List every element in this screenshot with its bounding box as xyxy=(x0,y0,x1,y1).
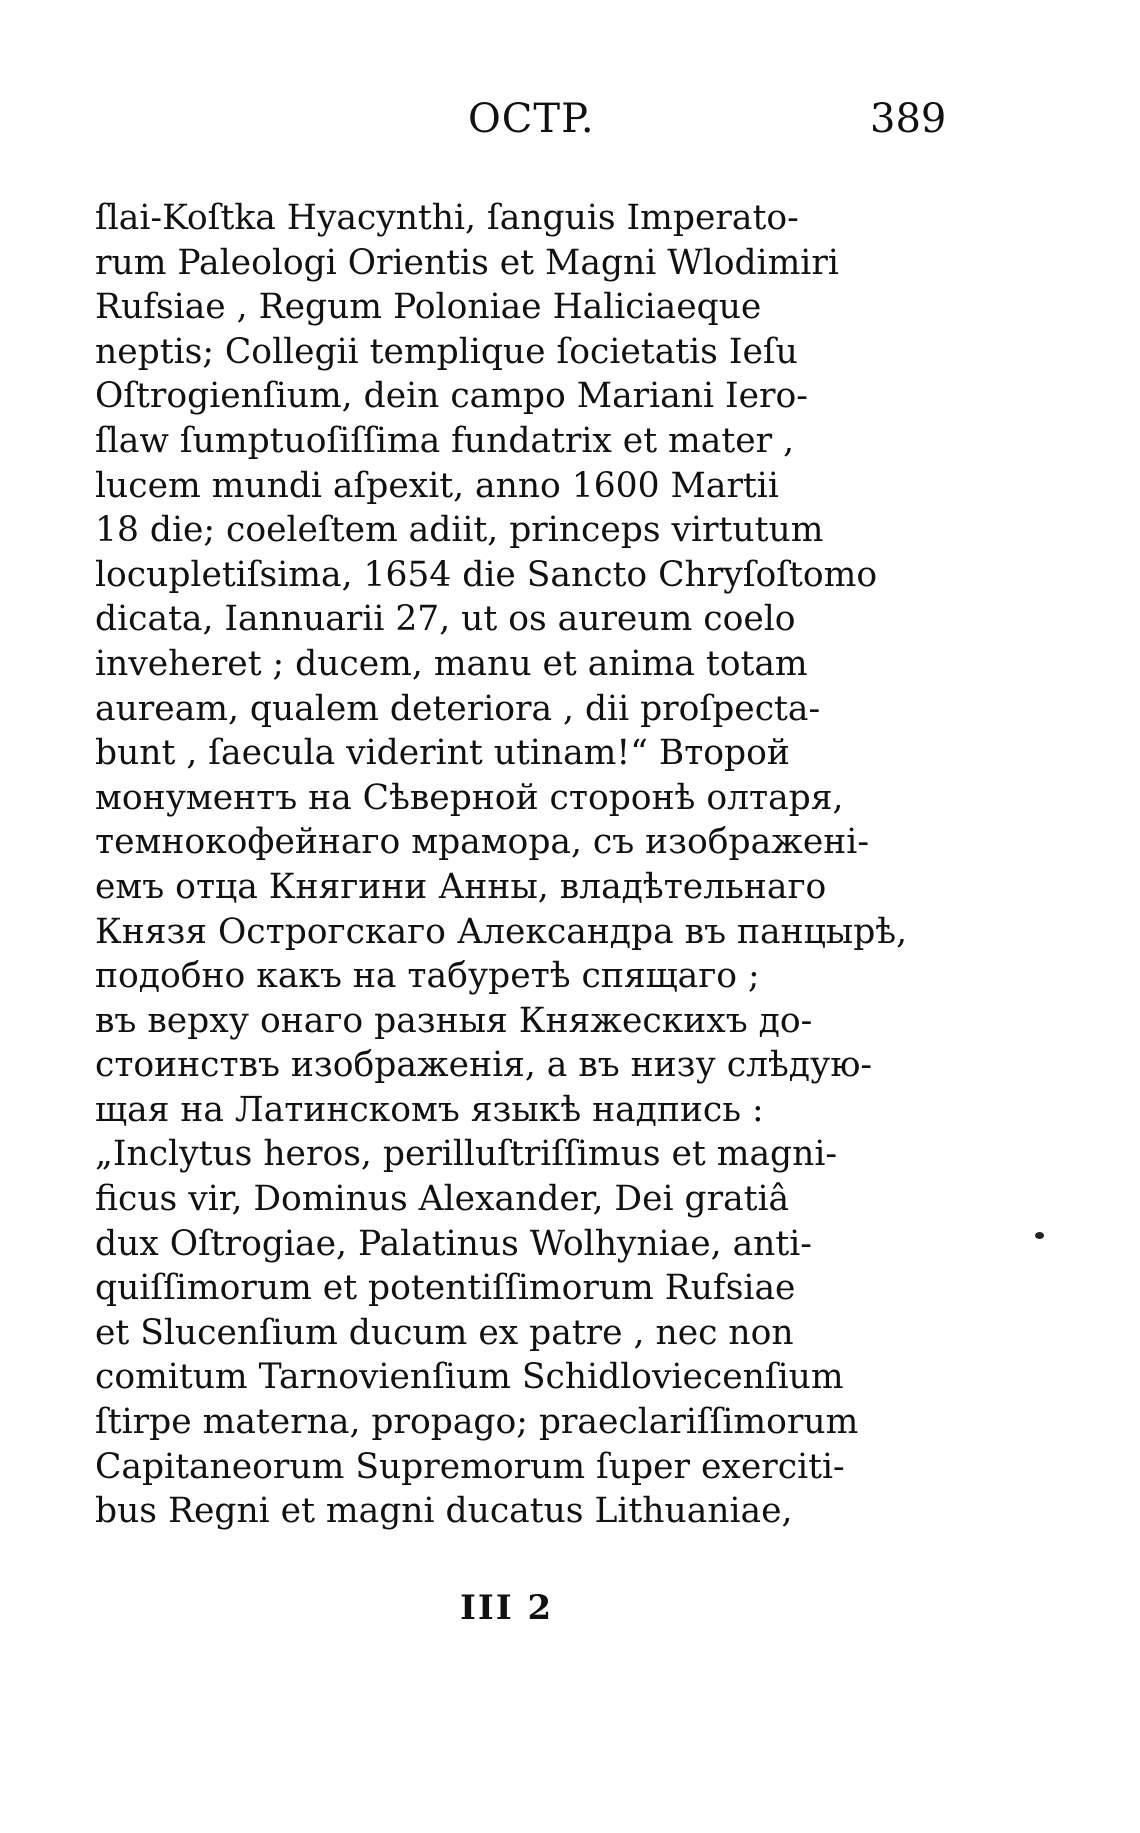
text-line: rum Paleologi Orientis et Magni Wlodimiri xyxy=(95,242,839,283)
text-line: темнокофейнаго мрамора, съ изображені- xyxy=(95,822,869,863)
text-line: Capitaneorum Supremorum ſuper exerciti- xyxy=(95,1446,845,1487)
text-line: Князя Острогскаго Александра въ панцырѣ, xyxy=(95,911,908,952)
body-text xyxy=(95,196,955,1534)
text-line: auream, qualem deteriora , dii proſpecta- xyxy=(95,688,821,729)
text-line: locupletiſsima, 1654 die Sancto Chryſoſtomo xyxy=(95,554,878,595)
text-line: et Slucenſium ducum ex patre , nec non xyxy=(95,1312,794,1353)
text-line: Rufsiae , Regum Poloniae Haliciaeque xyxy=(95,287,762,328)
text-line: dux Oſtrogiae, Palatinus Wolhyniae, anti- xyxy=(95,1223,812,1264)
running-head: OCTP. xyxy=(468,96,595,142)
text-line: comitum Tarnovienſium Schidloviecenſium xyxy=(95,1357,844,1398)
signature-mark: III 2 xyxy=(460,1588,554,1628)
text-line: щая на Латинскомъ языкѣ надпись : xyxy=(95,1089,764,1130)
text-line: Oſtrogienſium, dein campo Mariani Iero- xyxy=(95,376,808,417)
text-line: монументъ на Сѣверной сторонѣ олтаря, xyxy=(95,777,844,818)
text-line: bus Regni et magni ducatus Lithuaniae, xyxy=(95,1491,793,1532)
text-line: dicata, Iannuarii 27, ut os aureum coelo xyxy=(95,599,796,640)
text-line: quiſſimorum et potentiſſimorum Rufsiae xyxy=(95,1268,796,1309)
page-number: 389 xyxy=(870,96,947,142)
text-line: ficus vir, Dominus Alexander, Dei gratiâ xyxy=(95,1179,790,1220)
text-line: bunt , ſaecula viderint utinam!“ Второй xyxy=(95,733,790,774)
text-line: „Inclytus heros, perilluſtriſſimus et magni- xyxy=(95,1134,838,1175)
text-line: стоинствъ изображенія, а въ низу слѣдую- xyxy=(95,1045,873,1086)
ink-speck xyxy=(1035,1232,1044,1239)
text-line: емъ отца Княгини Анны, владѣтельнаго xyxy=(95,866,827,907)
text-line: ſlai-Koſtka Hyacynthi, ſanguis Imperato- xyxy=(95,198,799,238)
page-header xyxy=(0,96,1140,156)
text-line: ſtirpe materna, propago; praeclariſſimorum xyxy=(95,1402,859,1443)
text-line: inveheret ; ducem, manu et anima totam xyxy=(95,643,808,684)
text-line: ſlaw ſumptuoſiſſima fundatrix et mater , xyxy=(95,420,795,461)
text-line: lucem mundi aſpexit, anno 1600 Martii xyxy=(95,465,779,506)
text-line: подобно какъ на табуретѣ спящаго ; xyxy=(95,956,760,997)
text-line: 18 die; coeleſtem adiit, princeps virtutum xyxy=(95,510,824,551)
text-line: въ верху онаго разныя Княжескихъ до- xyxy=(95,1000,813,1041)
text-line: neptis; Collegii templique ſocietatis Ieſu xyxy=(95,331,798,372)
